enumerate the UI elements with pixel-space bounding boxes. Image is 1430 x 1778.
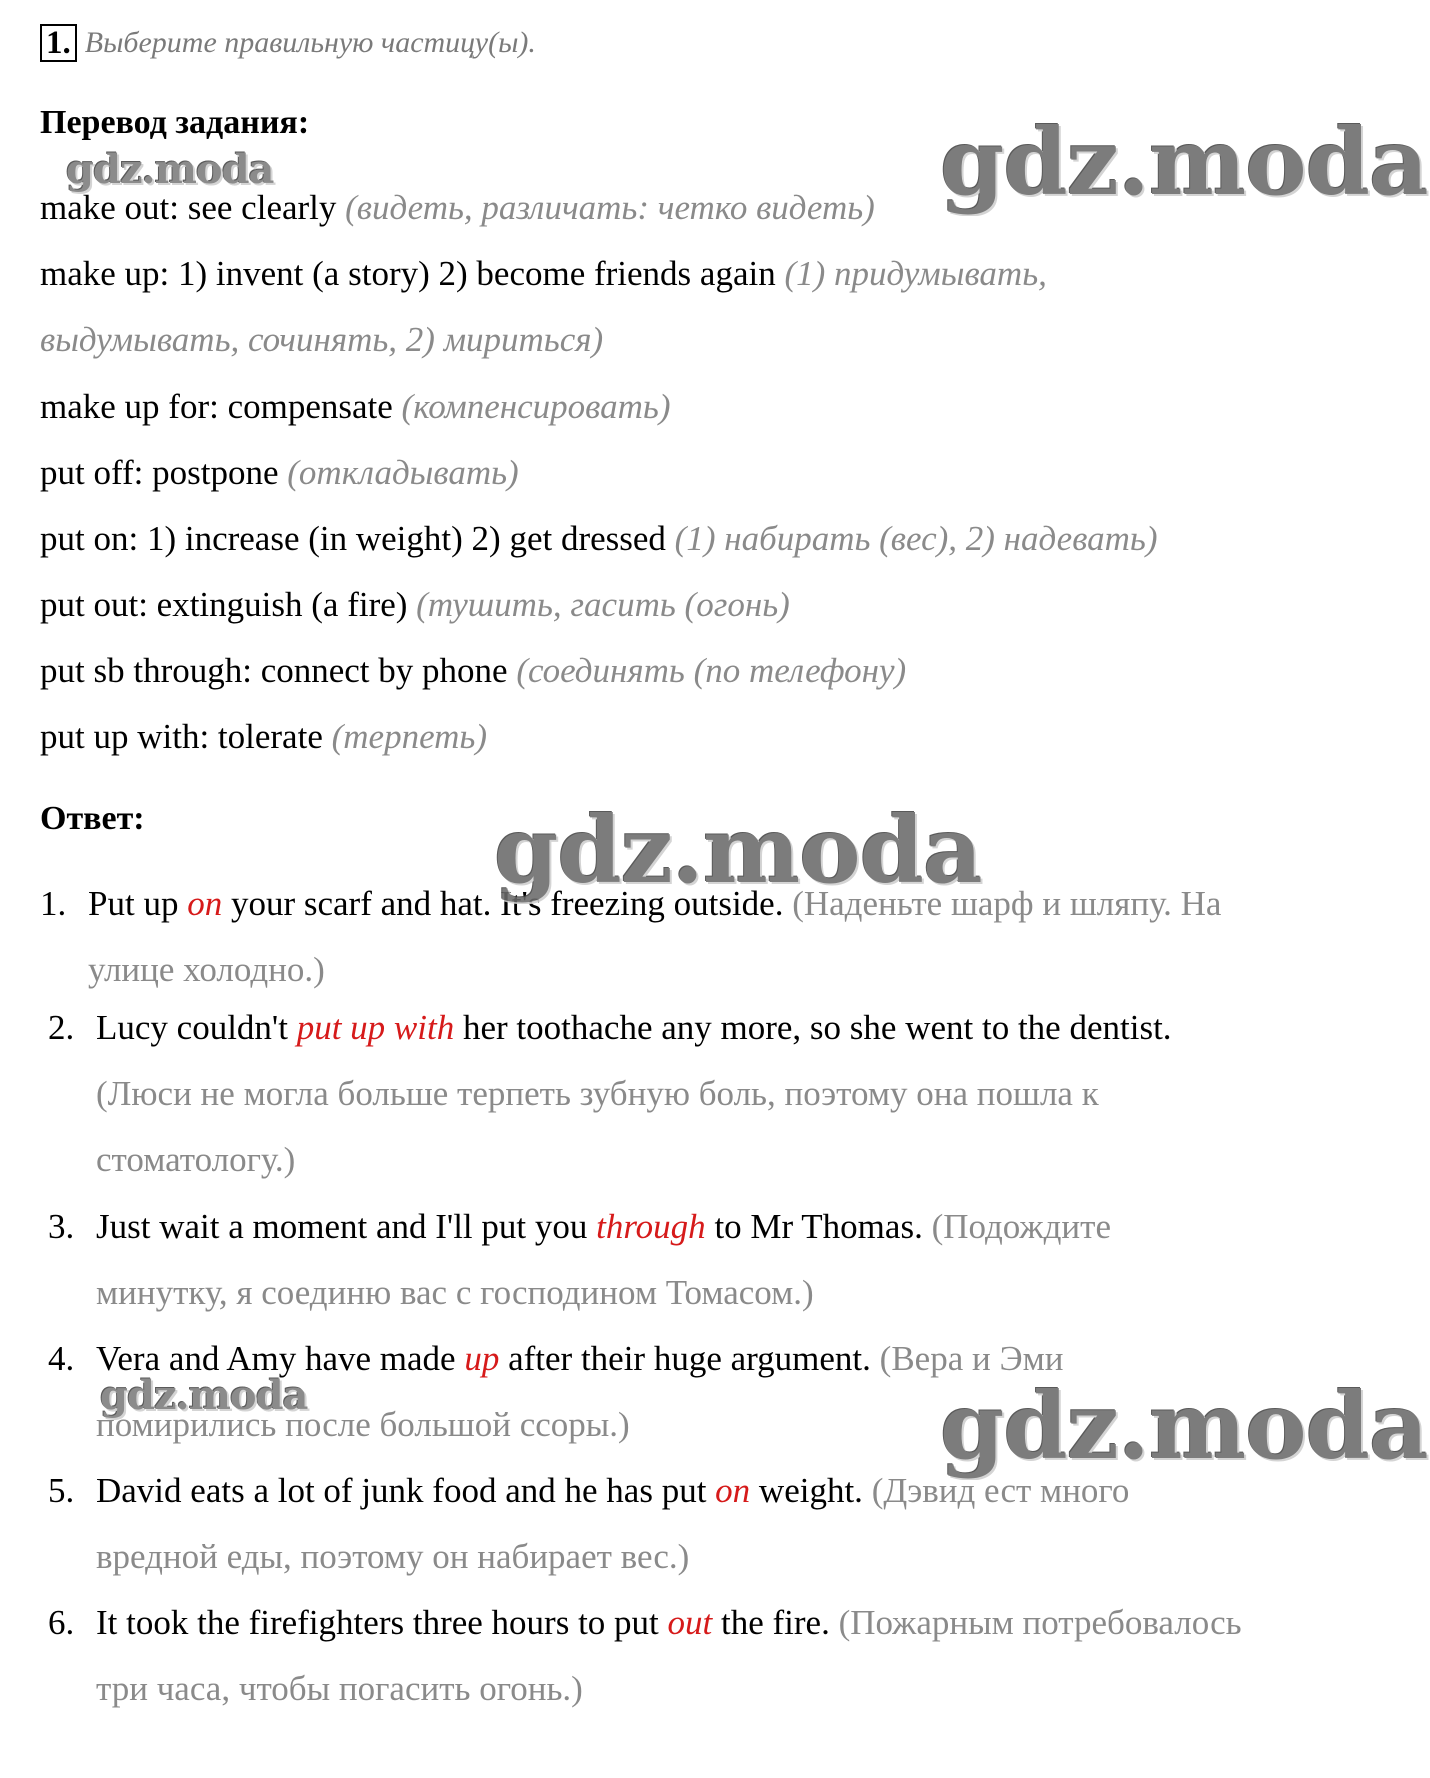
answer-text: It took the firefighters three hours to put bbox=[96, 1603, 668, 1642]
vocab-en: make up for: compensate bbox=[40, 387, 393, 426]
vocab-ru: (откладывать) bbox=[287, 453, 519, 492]
answer-item bbox=[48, 1207, 1111, 1247]
answer-translation: (Наденьте шарф и шляпу. На bbox=[783, 884, 1222, 923]
answer-text: David eats a lot of junk food and he has put bbox=[96, 1471, 716, 1510]
watermark: gdz.moda bbox=[494, 796, 982, 904]
vocab-line bbox=[40, 651, 906, 691]
answer-fill: up bbox=[464, 1339, 500, 1378]
vocab-en: make out: see clearly bbox=[40, 188, 337, 227]
task-number: 1. bbox=[40, 24, 77, 62]
vocab-en: make up: 1) invent (a story) 2) become friends again bbox=[40, 254, 776, 293]
vocab-ru: (видеть, различать: четко видеть) bbox=[345, 188, 875, 227]
answer-fill: put up with bbox=[296, 1008, 455, 1047]
task-title: Выберите правильную частицу(ы). bbox=[84, 26, 536, 59]
watermark: gdz.moda bbox=[100, 1372, 308, 1419]
answer-number: 2. bbox=[48, 1008, 75, 1047]
answer-fill: through bbox=[596, 1207, 706, 1246]
vocab-line bbox=[40, 254, 1047, 294]
vocab-ru: (1) набирать (вес), 2) надевать) bbox=[674, 519, 1158, 558]
answer-translation: (Пожарным потребовалось bbox=[829, 1603, 1242, 1642]
vocab-ru: (1) придумывать, bbox=[784, 254, 1047, 293]
answer-text: Put up bbox=[88, 884, 188, 923]
answer-fill: on bbox=[187, 884, 223, 923]
answer-text: after their huge argument. bbox=[499, 1339, 871, 1378]
answer-text: to Mr Thomas. bbox=[705, 1207, 923, 1246]
answer-number: 4. bbox=[48, 1339, 75, 1378]
answer-translation: стоматологу.) bbox=[96, 1140, 296, 1179]
answer-translation: (Люси не могла больше терпеть зубную боль, поэтому она пошла к bbox=[96, 1074, 1099, 1113]
answer-item bbox=[48, 1008, 1172, 1048]
answer-translation: улице холодно.) bbox=[88, 950, 325, 989]
answer-fill: out bbox=[667, 1603, 713, 1642]
watermark: gdz.moda bbox=[940, 108, 1428, 216]
vocab-line bbox=[40, 717, 487, 757]
vocab-ru: (компенсировать) bbox=[401, 387, 671, 426]
answer-text: the fire. bbox=[712, 1603, 830, 1642]
answer-text: Lucy couldn't bbox=[96, 1008, 297, 1047]
answer-translation: вредной еды, поэтому он набирает вес.) bbox=[96, 1537, 690, 1576]
vocab-line bbox=[40, 387, 671, 427]
translation-heading: Перевод задания: bbox=[40, 104, 310, 141]
answer-item bbox=[48, 1603, 1242, 1643]
vocab-ru: выдумывать, сочинять, 2) мириться) bbox=[40, 320, 604, 359]
answer-translation: (Вера и Эми bbox=[870, 1339, 1064, 1378]
answer-translation: минутку, я соединю вас с господином Томасом.) bbox=[96, 1273, 814, 1312]
answer-text: her toothache any more, so she went to the dentist. bbox=[454, 1008, 1172, 1047]
answer-number: 1. bbox=[40, 884, 67, 923]
vocab-line bbox=[40, 453, 519, 493]
vocab-en: put on: 1) increase (in weight) 2) get dressed bbox=[40, 519, 666, 558]
vocab-line bbox=[40, 188, 875, 228]
answer-fill: on bbox=[715, 1471, 751, 1510]
vocab-ru: (терпеть) bbox=[331, 717, 488, 756]
answer-heading: Ответ: bbox=[40, 800, 145, 837]
answer-text: Just wait a moment and I'll put you bbox=[96, 1207, 597, 1246]
vocab-line bbox=[40, 320, 603, 360]
answer-text: your scarf and hat. It's freezing outside. bbox=[222, 884, 784, 923]
vocab-ru: (тушить, гасить (огонь) bbox=[416, 585, 790, 624]
vocab-ru: (соединять (по телефону) bbox=[516, 651, 907, 690]
watermark: gdz.moda bbox=[940, 1372, 1428, 1480]
task-header bbox=[40, 24, 536, 62]
answer-translation: (Подождите bbox=[922, 1207, 1111, 1246]
answer-number: 5. bbox=[48, 1471, 75, 1510]
vocab-en: put out: extinguish (a fire) bbox=[40, 585, 408, 624]
watermark: gdz.moda bbox=[66, 146, 274, 193]
vocab-line bbox=[40, 585, 790, 625]
vocab-en: put off: postpone bbox=[40, 453, 279, 492]
vocab-en: put sb through: connect by phone bbox=[40, 651, 508, 690]
answer-translation: помирились после большой ссоры.) bbox=[96, 1405, 630, 1444]
answer-translation: (Дэвид ест много bbox=[862, 1471, 1130, 1510]
vocab-line bbox=[40, 519, 1158, 559]
answer-number: 3. bbox=[48, 1207, 75, 1246]
vocab-en: put up with: tolerate bbox=[40, 717, 323, 756]
answer-text: Vera and Amy have made bbox=[96, 1339, 465, 1378]
answer-text: weight. bbox=[750, 1471, 863, 1510]
answer-translation: три часа, чтобы погасить огонь.) bbox=[96, 1669, 583, 1708]
answer-number: 6. bbox=[48, 1603, 75, 1642]
